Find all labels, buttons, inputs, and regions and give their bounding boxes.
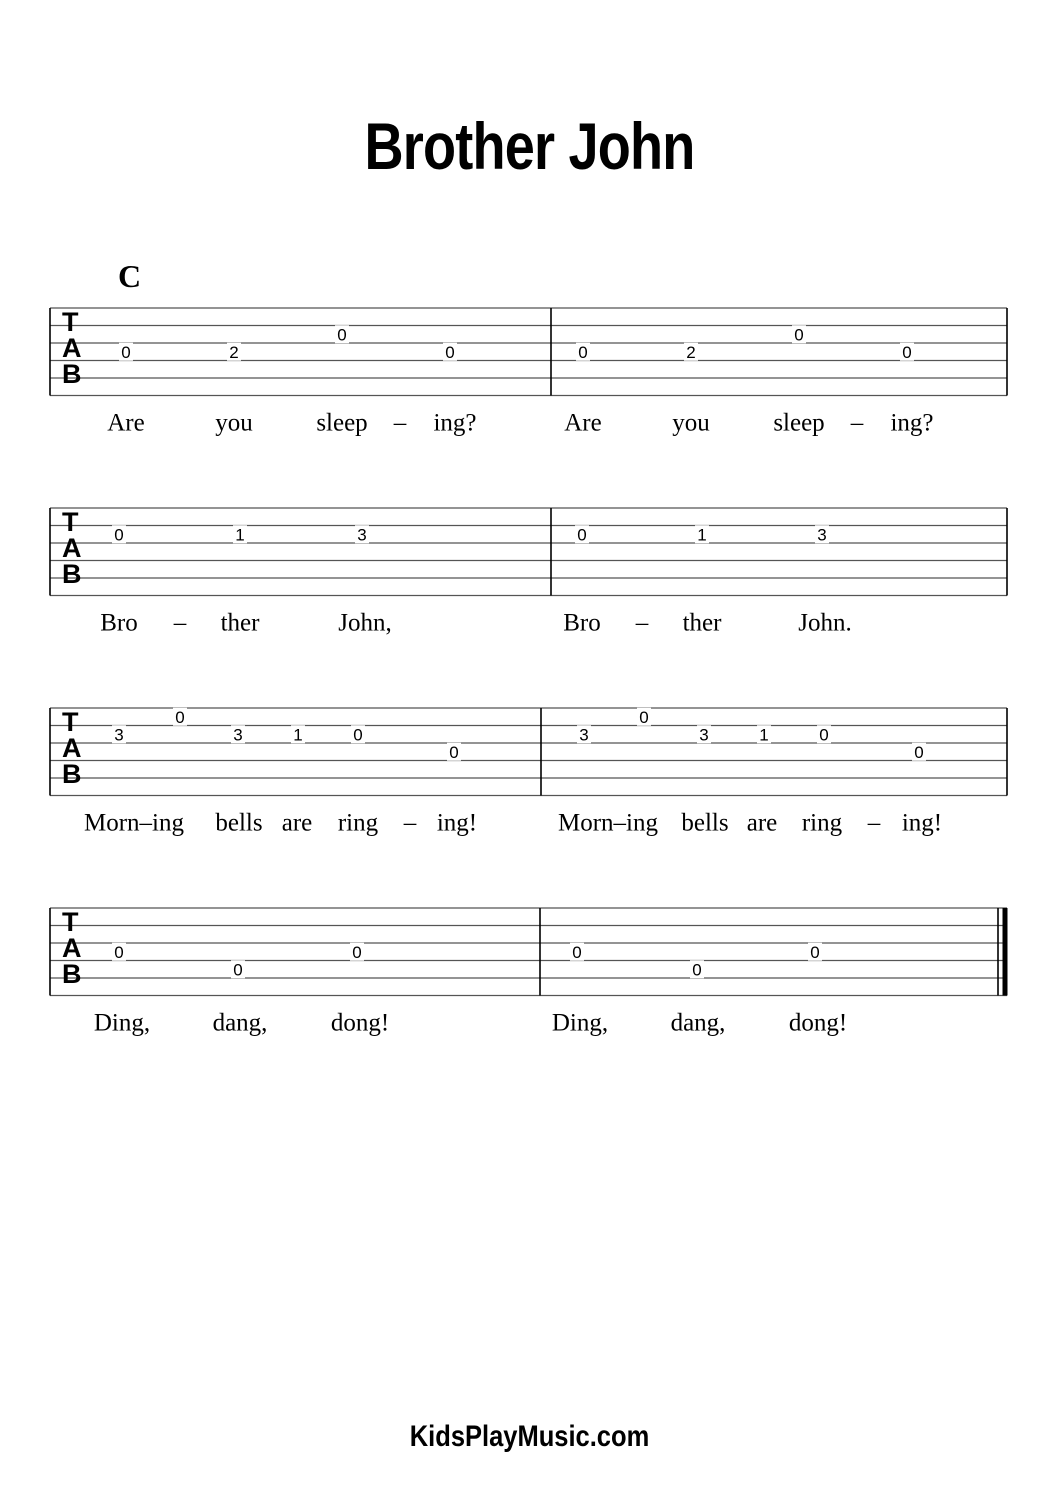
fret-number: 3 — [357, 525, 367, 545]
fret-number: 3 — [114, 725, 124, 745]
lyric-syllable: are — [746, 809, 778, 837]
lyric-syllable: John. — [798, 609, 852, 637]
lyric-syllable: you — [215, 409, 253, 437]
lyric-syllable: Bro — [563, 609, 601, 637]
fret-number: 3 — [699, 725, 709, 745]
fret-number: 0 — [902, 342, 912, 362]
lyric-syllable: Ding, — [93, 1009, 151, 1037]
fret-number: 0 — [578, 342, 588, 362]
tab-clef-letter: T — [62, 707, 79, 737]
fret-number: 1 — [293, 725, 303, 745]
lyric-syllable: Morn–ing — [84, 809, 184, 837]
fret-number: 1 — [759, 725, 769, 745]
fret-number: 2 — [229, 342, 239, 362]
lyric-syllable: are — [281, 809, 313, 837]
fret-number: 0 — [175, 707, 185, 727]
lyric-syllable: ther — [220, 609, 260, 637]
fret-number: 0 — [572, 942, 582, 962]
lyric-syllable: ring — [337, 809, 379, 837]
footer-website: KidsPlayMusic.com — [409, 1420, 650, 1453]
fret-number: 0 — [819, 725, 829, 745]
lyric-syllable: – — [850, 409, 864, 437]
fret-number: 0 — [810, 942, 820, 962]
lyric-syllable: John, — [338, 609, 392, 637]
lyric-syllable: bells — [681, 809, 729, 837]
tab-clef-letter: B — [62, 359, 82, 389]
lyric-syllable: – — [393, 409, 407, 437]
fret-number: 0 — [233, 960, 243, 980]
lyric-syllable: Bro — [100, 609, 138, 637]
fret-number: 0 — [577, 525, 587, 545]
lyric-syllable: ing! — [901, 809, 943, 837]
tab-clef-letter: A — [62, 733, 82, 763]
lyric-syllable: dong! — [330, 1009, 390, 1037]
fret-number: 0 — [121, 342, 131, 362]
fret-number: 1 — [235, 525, 245, 545]
fret-number: 0 — [353, 725, 363, 745]
lyric-syllable: – — [173, 609, 187, 637]
lyric-syllable: Are — [107, 409, 145, 437]
fret-number: 0 — [114, 942, 124, 962]
lyric-syllable: sleep — [316, 409, 368, 437]
lyric-syllable: dang, — [212, 1009, 268, 1037]
fret-number: 3 — [817, 525, 827, 545]
lyric-syllable: dang, — [670, 1009, 726, 1037]
fret-number: 0 — [692, 960, 702, 980]
lyric-syllable: Morn–ing — [558, 809, 658, 837]
lyric-syllable: Are — [564, 409, 602, 437]
tab-clef-letter: T — [62, 507, 79, 537]
fret-number: 1 — [697, 525, 707, 545]
fret-number: 0 — [337, 325, 347, 345]
chord-symbol: C — [118, 258, 142, 294]
fret-number: 3 — [579, 725, 589, 745]
tab-clef-letter: T — [62, 307, 79, 337]
lyric-syllable: – — [403, 809, 417, 837]
lyric-syllable: Ding, — [551, 1009, 609, 1037]
tab-clef-letter: B — [62, 959, 82, 989]
lyric-syllable: ing? — [890, 409, 934, 437]
lyric-syllable: – — [867, 809, 881, 837]
lyric-syllable: – — [635, 609, 649, 637]
lyric-syllable: dong! — [788, 1009, 848, 1037]
fret-number: 0 — [639, 707, 649, 727]
tab-clef-letter: A — [62, 333, 82, 363]
fret-number: 0 — [352, 942, 362, 962]
fret-number: 0 — [449, 742, 459, 762]
tab-clef-letter: T — [62, 907, 79, 937]
lyric-syllable: sleep — [773, 409, 825, 437]
lyric-syllable: ing? — [433, 409, 477, 437]
lyric-syllable: you — [672, 409, 710, 437]
tab-clef-letter: B — [62, 759, 82, 789]
lyric-syllable: ring — [801, 809, 843, 837]
lyric-syllable: ing! — [436, 809, 478, 837]
fret-number: 3 — [233, 725, 243, 745]
tab-clef-letter: A — [62, 533, 82, 563]
song-title: Brother John — [364, 109, 695, 183]
lyric-syllable: bells — [215, 809, 263, 837]
lyric-syllable: ther — [682, 609, 722, 637]
fret-number: 2 — [686, 342, 696, 362]
tab-clef-letter: A — [62, 933, 82, 963]
fret-number: 0 — [445, 342, 455, 362]
fret-number: 0 — [794, 325, 804, 345]
tab-clef-letter: B — [62, 559, 82, 589]
fret-number: 0 — [114, 525, 124, 545]
fret-number: 0 — [914, 742, 924, 762]
